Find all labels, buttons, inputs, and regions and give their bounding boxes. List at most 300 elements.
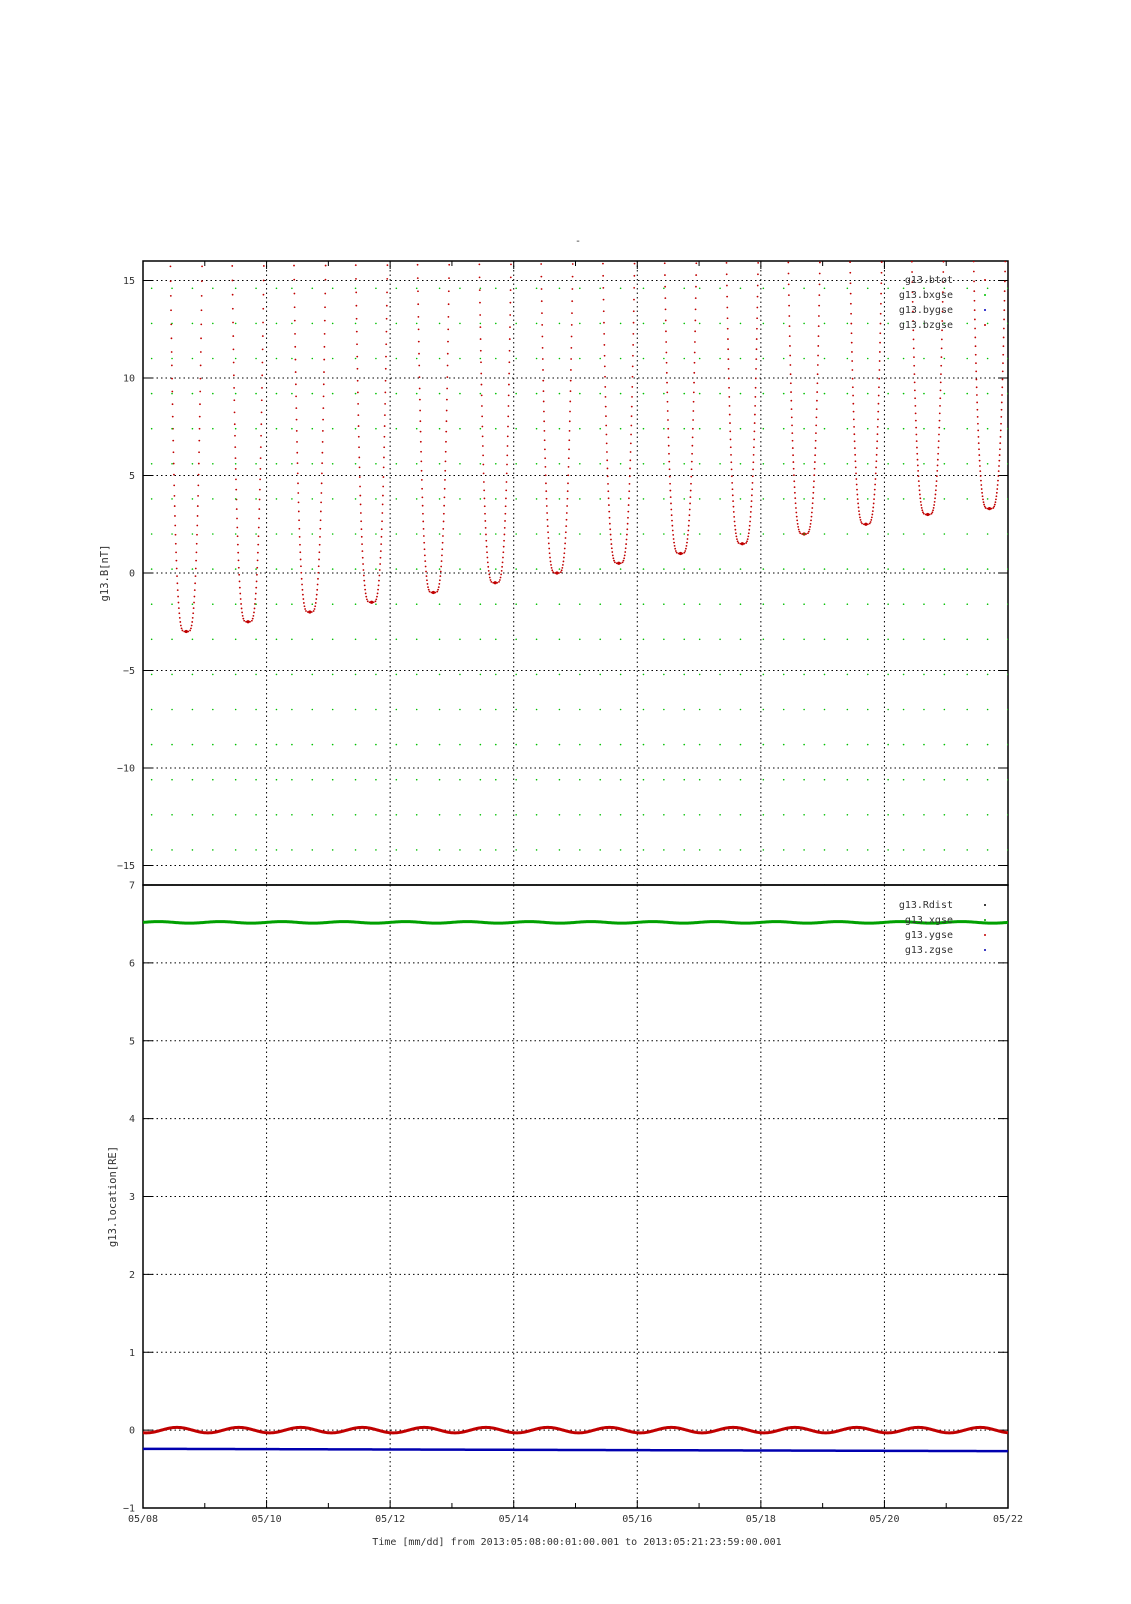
- btot-point: [634, 263, 636, 265]
- bxgse-point: [212, 533, 214, 535]
- btot-point: [877, 411, 879, 413]
- bxgse-point: [559, 779, 561, 781]
- bxgse-point: [332, 744, 334, 746]
- bxgse-point: [903, 744, 905, 746]
- bxgse-point: [803, 849, 805, 851]
- btot-point: [420, 441, 422, 443]
- btot-point: [919, 497, 921, 499]
- btot-point: [548, 537, 550, 539]
- btot-point: [438, 586, 440, 588]
- btot-point: [198, 474, 200, 476]
- btot-point: [694, 320, 696, 322]
- btot-point: [976, 379, 978, 381]
- btot-point: [322, 430, 324, 432]
- btot-point: [791, 432, 793, 434]
- btot-point: [998, 470, 1000, 472]
- btot-point: [200, 323, 202, 325]
- bxgse-point: [643, 358, 645, 360]
- btot-point: [298, 519, 300, 521]
- btot-point: [480, 338, 482, 340]
- btot-point: [606, 434, 608, 436]
- btot-point: [486, 551, 488, 553]
- btot-point: [604, 376, 606, 378]
- bxgse-point: [699, 428, 701, 430]
- btot-point: [736, 538, 738, 540]
- btot-point: [694, 330, 696, 332]
- bxgse-point: [683, 393, 685, 395]
- btot-point: [541, 312, 543, 314]
- bxgse-point: [212, 603, 214, 605]
- bxgse-point: [212, 709, 214, 711]
- btot-point: [624, 555, 626, 557]
- btot-point: [417, 316, 419, 318]
- bxgse-point: [439, 568, 441, 570]
- btot-point: [942, 301, 944, 303]
- bxgse-point: [763, 779, 765, 781]
- btot-point: [667, 410, 669, 412]
- btot-point: [690, 490, 692, 492]
- bxgse-point: [847, 463, 849, 465]
- btot-point: [691, 453, 693, 455]
- btot-point: [794, 497, 796, 499]
- btot-point: [548, 543, 550, 545]
- bxgse-point: [783, 603, 785, 605]
- btot-point: [193, 602, 195, 604]
- btot-point: [938, 427, 940, 429]
- btot-point: [665, 308, 667, 310]
- btot-point: [447, 353, 449, 355]
- bxgse-point: [783, 814, 785, 816]
- btot-point: [933, 504, 935, 506]
- bxgse-point: [276, 498, 278, 500]
- btot-point: [666, 391, 668, 393]
- btot-point: [490, 581, 492, 583]
- btot-point: [787, 262, 789, 264]
- btot-point: [754, 405, 756, 407]
- btot-point: [363, 569, 365, 571]
- btot-point: [976, 402, 978, 404]
- btot-point: [297, 462, 299, 464]
- btot-point: [199, 428, 201, 430]
- bxgse-point: [311, 603, 313, 605]
- btot-point: [191, 621, 193, 623]
- bxgse-point: [740, 498, 742, 500]
- btot-point: [260, 446, 262, 448]
- bxgse-point: [235, 709, 237, 711]
- btot-point: [996, 492, 998, 494]
- bxgse-point: [824, 358, 826, 360]
- btot-point: [180, 625, 182, 627]
- bxgse-point: [276, 849, 278, 851]
- btot-point: [253, 612, 255, 614]
- btot-point: [320, 501, 322, 503]
- bxgse-point: [824, 849, 826, 851]
- btot-point: [295, 359, 297, 361]
- bxgse-point: [480, 393, 482, 395]
- btot-point: [694, 362, 696, 364]
- btot-point: [626, 539, 628, 541]
- bxgse-point: [987, 358, 989, 360]
- btot-point: [854, 454, 856, 456]
- btot-point: [572, 250, 574, 252]
- btot-point: [788, 315, 790, 317]
- btot-point: [877, 426, 879, 428]
- bxgse-point: [719, 639, 721, 641]
- btot-point: [386, 318, 388, 320]
- btot-point: [445, 431, 447, 433]
- btot-point: [232, 308, 234, 310]
- btot-point: [324, 346, 326, 348]
- btot-point: [878, 395, 880, 397]
- btot-point: [981, 492, 983, 494]
- btot-point: [630, 451, 632, 453]
- btot-point: [547, 531, 549, 533]
- btot-point: [670, 503, 672, 505]
- bottom-y-tick-label: 3: [128, 1192, 135, 1203]
- bxgse-point: [495, 428, 497, 430]
- btot-point: [196, 551, 198, 553]
- btot-point: [813, 480, 815, 482]
- bxgse-point: [439, 358, 441, 360]
- btot-point: [624, 551, 626, 553]
- btot-point: [197, 485, 199, 487]
- bxgse-point: [699, 814, 701, 816]
- btot-point: [980, 484, 982, 486]
- bxgse-point: [416, 498, 418, 500]
- btot-point: [174, 495, 176, 497]
- btot-point: [446, 399, 448, 401]
- btot-minimum-point: [679, 552, 682, 555]
- bxgse-point: [903, 428, 905, 430]
- btot-point: [749, 521, 751, 523]
- bxgse-point: [276, 709, 278, 711]
- btot-point: [631, 386, 633, 388]
- bxgse-point: [416, 568, 418, 570]
- bxgse-point: [375, 568, 377, 570]
- btot-point: [607, 483, 609, 485]
- btot-point: [916, 440, 918, 442]
- btot-point: [543, 390, 545, 392]
- btot-point: [540, 263, 542, 265]
- btot-point: [418, 353, 420, 355]
- btot-point: [694, 352, 696, 354]
- btot-point: [940, 381, 942, 383]
- btot-point: [756, 338, 758, 340]
- btot-point: [975, 345, 977, 347]
- btot-point: [687, 538, 689, 540]
- bxgse-point: [151, 674, 153, 676]
- btot-point: [572, 276, 574, 278]
- btot-point: [632, 376, 634, 378]
- btot-point: [855, 460, 857, 462]
- btot-point: [735, 532, 737, 534]
- btot-point: [809, 529, 811, 531]
- btot-point: [417, 264, 419, 266]
- btot-point: [178, 602, 180, 604]
- btot-point: [628, 490, 630, 492]
- btot-point: [383, 446, 385, 448]
- btot-point: [294, 320, 296, 322]
- btot-point: [571, 300, 573, 302]
- btot-point: [693, 401, 695, 403]
- btot-point: [486, 546, 488, 548]
- btot-point: [563, 561, 565, 563]
- bxgse-point: [847, 849, 849, 851]
- btot-point: [754, 414, 756, 416]
- bxgse-point: [276, 463, 278, 465]
- bxgse-point: [824, 568, 826, 570]
- bxgse-point: [643, 849, 645, 851]
- btot-point: [627, 517, 629, 519]
- btot-point: [506, 481, 508, 483]
- x-tick-label: 05/22: [992, 1514, 1024, 1525]
- bxgse-point: [599, 814, 601, 816]
- zgse-line: [143, 1449, 1008, 1451]
- btot-point: [201, 280, 203, 282]
- btot-point: [974, 300, 976, 302]
- btot-point: [683, 552, 685, 554]
- btot-point: [817, 345, 819, 347]
- bxgse-point: [847, 323, 849, 325]
- btot-point: [508, 361, 510, 363]
- btot-point: [921, 507, 923, 509]
- bxgse-point: [276, 674, 278, 676]
- btot-point: [448, 250, 450, 252]
- btot-point: [314, 608, 316, 610]
- bxgse-point: [291, 568, 293, 570]
- btot-point: [169, 250, 171, 252]
- bxgse-point: [683, 498, 685, 500]
- bxgse-point: [151, 533, 153, 535]
- bxgse-point: [311, 849, 313, 851]
- bxgse-point: [699, 779, 701, 781]
- btot-point: [234, 435, 236, 437]
- btot-point: [561, 567, 563, 569]
- btot-point: [667, 401, 669, 403]
- btot-point: [508, 373, 510, 375]
- btot-point: [546, 512, 548, 514]
- btot-point: [975, 354, 977, 356]
- btot-point: [606, 459, 608, 461]
- bxgse-point: [719, 393, 721, 395]
- btot-point: [505, 505, 507, 507]
- bxgse-point: [663, 498, 665, 500]
- x-tick-label: 05/12: [375, 1514, 406, 1525]
- bxgse-point: [439, 288, 441, 290]
- bxgse-point: [291, 393, 293, 395]
- btot-point: [318, 559, 320, 561]
- bxgse-point: [495, 709, 497, 711]
- bxgse-point: [536, 814, 538, 816]
- btot-point: [481, 384, 483, 386]
- bxgse-point: [355, 498, 357, 500]
- bxgse-point: [923, 849, 925, 851]
- btot-point: [880, 313, 882, 315]
- btot-point: [746, 540, 748, 542]
- bxgse-point: [439, 603, 441, 605]
- btot-point: [427, 583, 429, 585]
- bxgse-point: [311, 779, 313, 781]
- bxgse-point: [355, 779, 357, 781]
- bxgse-point: [923, 463, 925, 465]
- bxgse-point: [847, 744, 849, 746]
- btot-point: [381, 536, 383, 538]
- bxgse-point: [643, 288, 645, 290]
- btot-point: [940, 373, 942, 375]
- bxgse-point: [332, 709, 334, 711]
- btot-point: [542, 380, 544, 382]
- btot-point: [812, 497, 814, 499]
- bxgse-point: [332, 533, 334, 535]
- bxgse-point: [480, 674, 482, 676]
- bxgse-point: [847, 393, 849, 395]
- btot-point: [487, 566, 489, 568]
- bxgse-point: [495, 674, 497, 676]
- bxgse-point: [887, 463, 889, 465]
- btot-point: [872, 510, 874, 512]
- bxgse-point: [255, 288, 257, 290]
- bxgse-point: [332, 603, 334, 605]
- bxgse-point: [867, 288, 869, 290]
- btot-point: [870, 521, 872, 523]
- bxgse-point: [375, 323, 377, 325]
- btot-point: [357, 403, 359, 405]
- bxgse-point: [171, 603, 173, 605]
- btot-point: [634, 250, 636, 252]
- bxgse-point: [719, 814, 721, 816]
- bxgse-point: [599, 358, 601, 360]
- btot-point: [262, 349, 264, 351]
- btot-point: [627, 511, 629, 513]
- btot-point: [485, 534, 487, 536]
- btot-point: [812, 492, 814, 494]
- bottom-y-tick-label: 0: [128, 1425, 135, 1437]
- btot-point: [541, 324, 543, 326]
- btot-point: [239, 581, 241, 583]
- bxgse-point: [987, 639, 989, 641]
- btot-point: [567, 498, 569, 500]
- btot-point: [241, 608, 243, 610]
- bxgse-point: [966, 674, 968, 676]
- bxgse-point: [803, 674, 805, 676]
- bxgse-point: [783, 288, 785, 290]
- btot-point: [439, 575, 441, 577]
- bxgse-point: [355, 744, 357, 746]
- btot-point: [983, 501, 985, 503]
- btot-point: [629, 475, 631, 477]
- btot-point: [809, 526, 811, 528]
- bxgse-point: [276, 393, 278, 395]
- bxgse-point: [212, 393, 214, 395]
- btot-point: [999, 448, 1001, 450]
- btot-point: [199, 403, 201, 405]
- btot-point: [366, 598, 368, 600]
- bxgse-point: [212, 463, 214, 465]
- btot-point: [478, 264, 480, 266]
- btot-point: [977, 430, 979, 432]
- bxgse-point: [867, 639, 869, 641]
- bxgse-point: [803, 288, 805, 290]
- btot-point: [807, 532, 809, 534]
- btot-point: [940, 365, 942, 367]
- btot-point: [695, 286, 697, 288]
- btot-point: [564, 548, 566, 550]
- bxgse-point: [396, 674, 398, 676]
- btot-point: [733, 516, 735, 518]
- bxgse-point: [643, 709, 645, 711]
- bxgse-point: [923, 568, 925, 570]
- btot-point: [914, 373, 916, 375]
- bxgse-point: [291, 323, 293, 325]
- btot-point: [1002, 354, 1004, 356]
- bxgse-point: [903, 463, 905, 465]
- bxgse-point: [579, 814, 581, 816]
- bxgse-point: [255, 709, 257, 711]
- btot-point: [481, 426, 483, 428]
- top-legend-marker: [984, 294, 986, 296]
- btot-point: [873, 503, 875, 505]
- btot-point: [196, 525, 198, 527]
- btot-point: [752, 468, 754, 470]
- btot-point: [547, 519, 549, 521]
- btot-point: [422, 505, 424, 507]
- btot-point: [1002, 362, 1004, 364]
- btot-point: [603, 322, 605, 324]
- btot-point: [995, 501, 997, 503]
- btot-point: [422, 513, 424, 515]
- bxgse-point: [887, 814, 889, 816]
- x-tick-label: 05/10: [251, 1514, 282, 1525]
- btot-point: [171, 391, 173, 393]
- bxgse-point: [719, 709, 721, 711]
- btot-point: [629, 483, 631, 485]
- bxgse-point: [515, 744, 517, 746]
- bxgse-point: [459, 639, 461, 641]
- btot-point: [871, 516, 873, 518]
- btot-point: [789, 364, 791, 366]
- btot-point: [731, 482, 733, 484]
- bxgse-point: [763, 814, 765, 816]
- bxgse-point: [495, 568, 497, 570]
- btot-point: [726, 307, 728, 309]
- btot-point: [376, 596, 378, 598]
- bxgse-point: [579, 603, 581, 605]
- btot-point: [729, 430, 731, 432]
- btot-point: [176, 568, 178, 570]
- btot-point: [296, 419, 298, 421]
- bxgse-point: [311, 463, 313, 465]
- btot-point: [942, 271, 944, 273]
- bxgse-point: [719, 358, 721, 360]
- btot-point: [255, 593, 257, 595]
- bxgse-point: [396, 428, 398, 430]
- bxgse-point: [663, 779, 665, 781]
- btot-point: [355, 292, 357, 294]
- btot-point: [238, 567, 240, 569]
- bxgse-point: [332, 393, 334, 395]
- btot-minimum-point: [988, 507, 991, 510]
- bxgse-point: [515, 603, 517, 605]
- btot-point: [571, 336, 573, 338]
- bxgse-point: [151, 358, 153, 360]
- btot-point: [793, 468, 795, 470]
- bxgse-point: [416, 603, 418, 605]
- btot-point: [259, 478, 261, 480]
- btot-point: [501, 570, 503, 572]
- bxgse-point: [887, 323, 889, 325]
- btot-point: [483, 472, 485, 474]
- bxgse-point: [291, 498, 293, 500]
